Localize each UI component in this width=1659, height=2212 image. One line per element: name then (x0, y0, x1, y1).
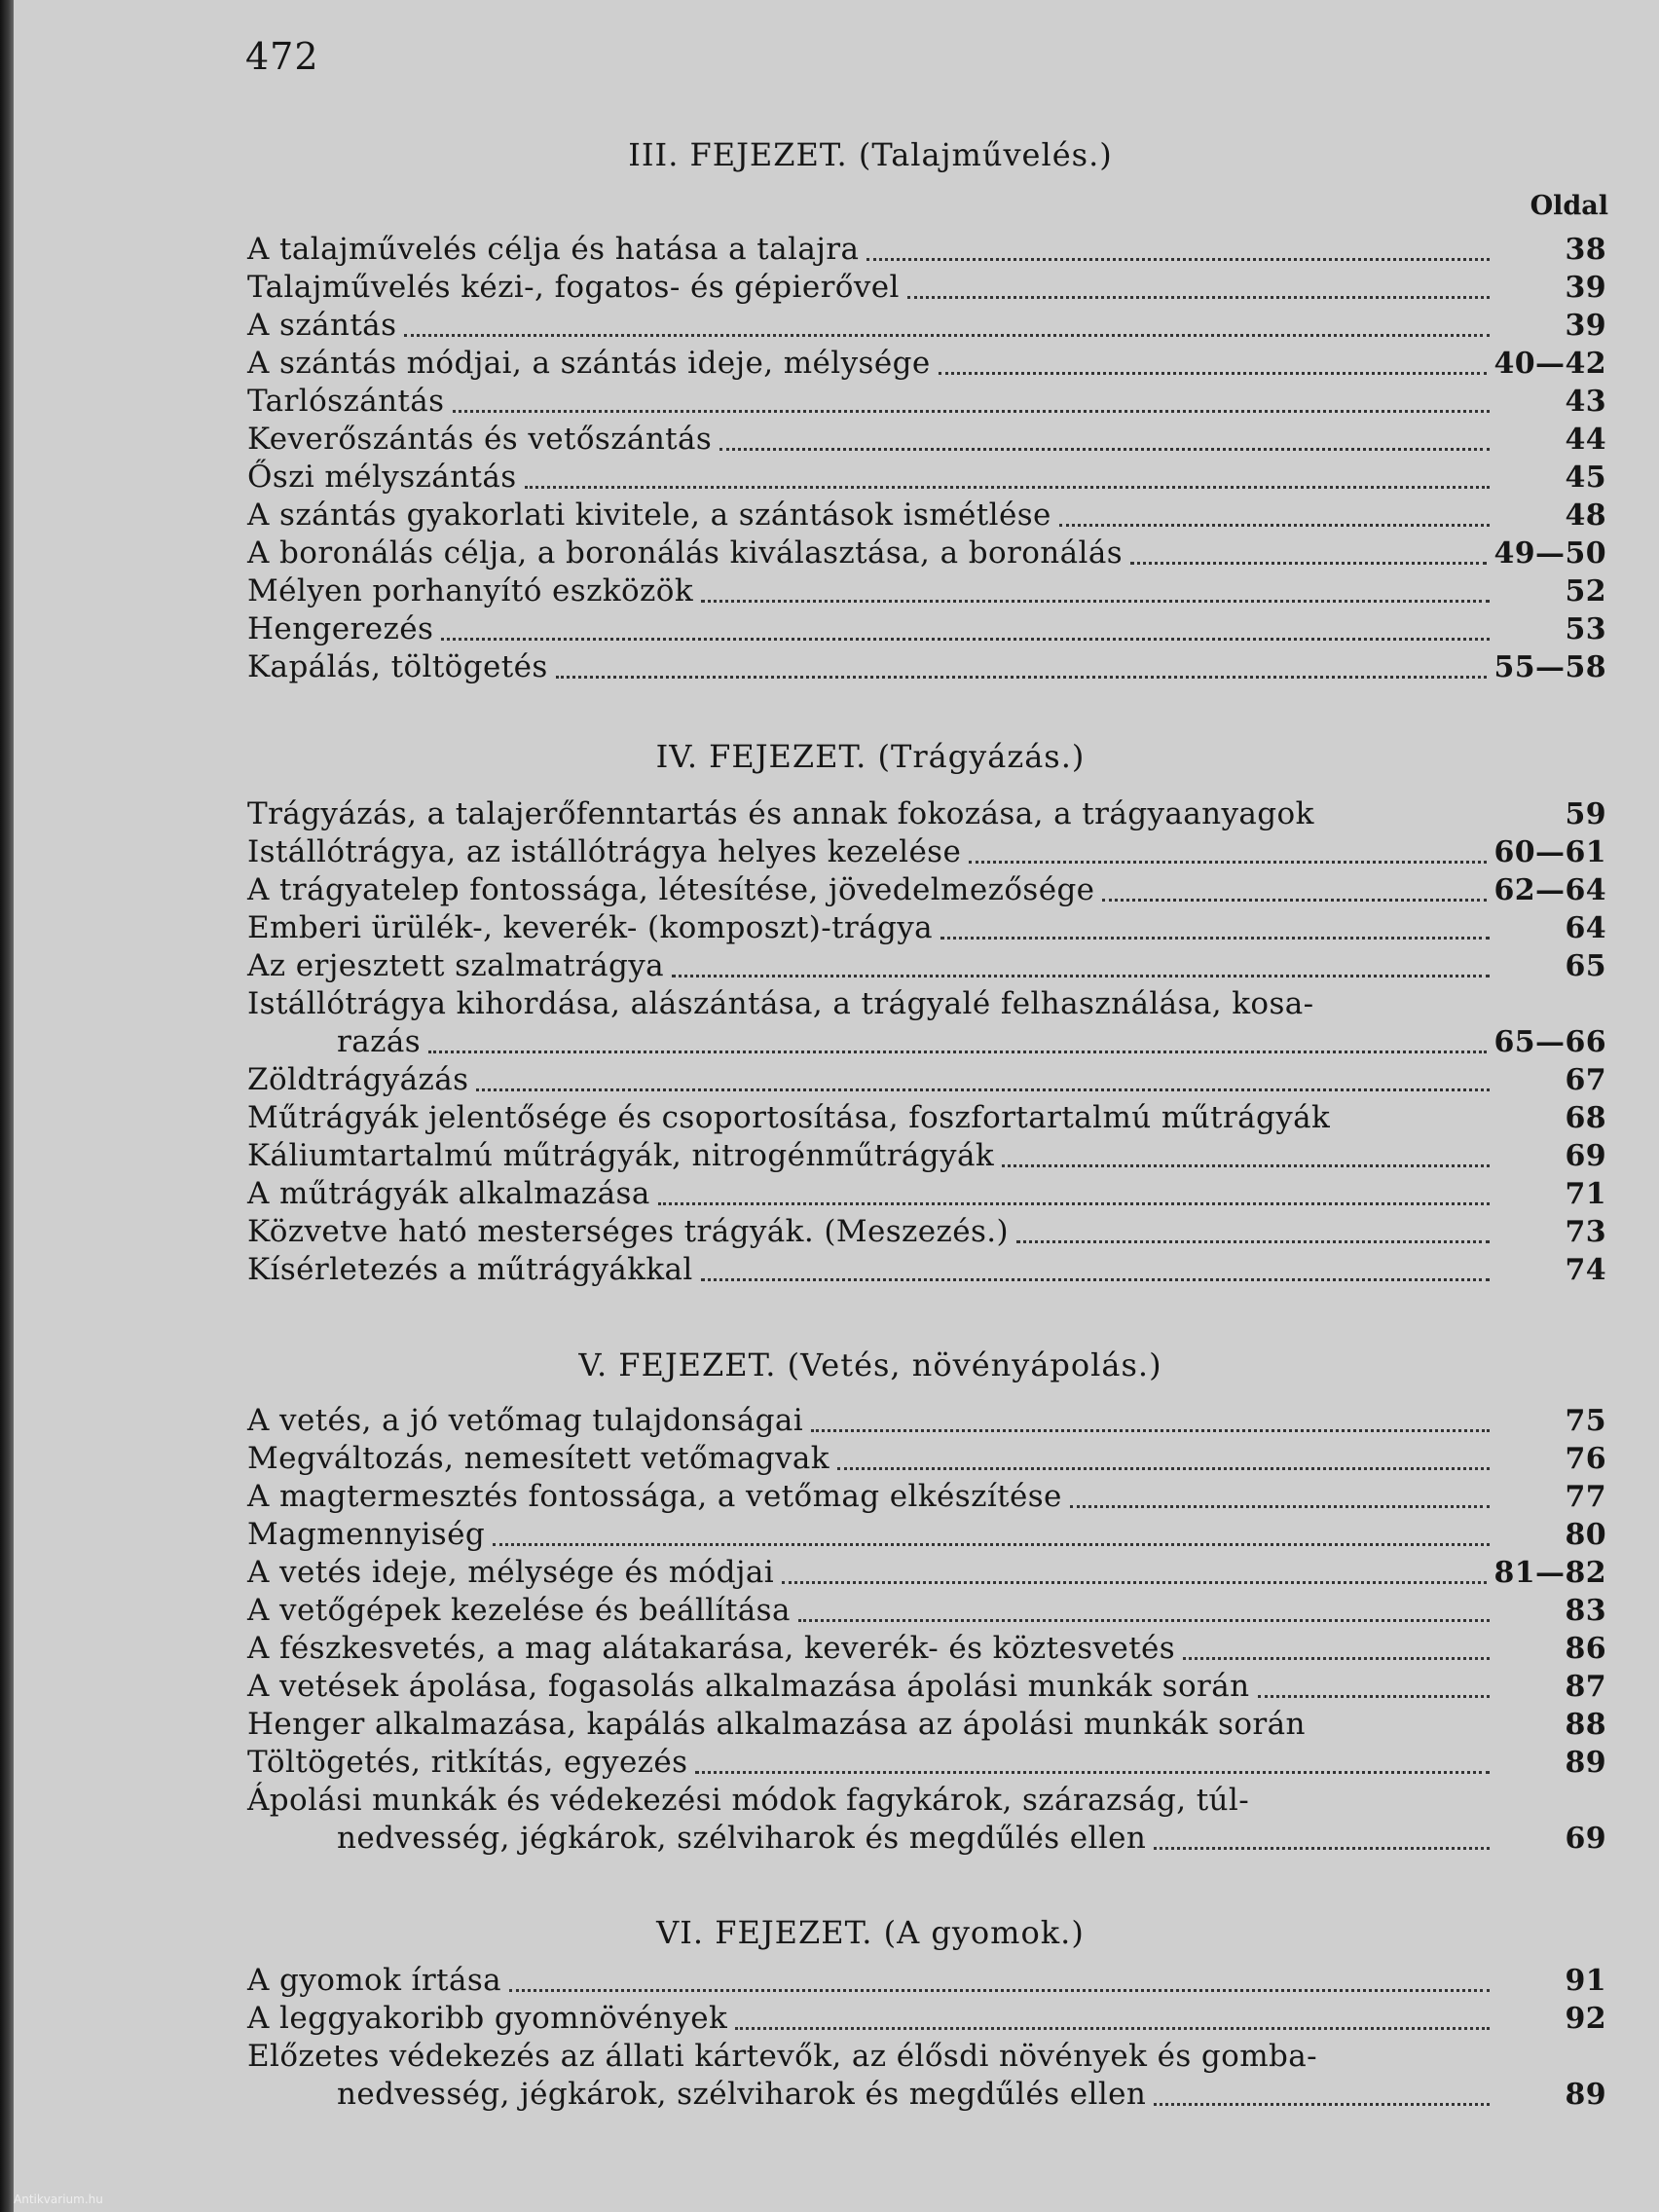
toc-entry (247, 834, 1606, 872)
toc-entry-title-continuation: razás (337, 1024, 422, 1059)
dot-leader (866, 258, 1490, 261)
toc-entry (247, 573, 1606, 611)
toc-entry-page: 39 (1565, 309, 1606, 343)
toc-entry-page: 52 (1565, 574, 1606, 608)
toc-entry (247, 986, 1606, 1024)
toc-entry (247, 1062, 1606, 1100)
toc-entry-title: A vetőgépek kezelése és beállítása (247, 1593, 791, 1628)
toc-entry-page: 92 (1565, 2002, 1606, 2036)
toc-entry-title: Kapálás, töltögetés (247, 649, 548, 684)
toc-entry (247, 384, 1606, 422)
toc-entry (247, 1669, 1606, 1707)
dot-leader (1154, 1847, 1490, 1850)
dot-leader (509, 1989, 1490, 1992)
toc-entry-page: 49—50 (1493, 536, 1606, 571)
toc-entry-page: 44 (1565, 423, 1606, 457)
book-spine (0, 0, 14, 2212)
dot-leader (1070, 1505, 1490, 1508)
toc-entry-title: Töltögetés, ritkítás, egyezés (247, 1745, 688, 1780)
toc-entry-page: 88 (1565, 1708, 1606, 1742)
toc-entry-title: A szántás módjai, a szántás ideje, mélysége (247, 346, 931, 381)
toc-entry (247, 948, 1606, 986)
toc-entry (247, 1441, 1606, 1479)
dot-leader (1183, 1657, 1490, 1660)
toc-entry (247, 498, 1606, 535)
dot-leader (525, 486, 1490, 489)
toc-entry-title: A vetés, a jó vetőmag tulajdonságai (247, 1403, 804, 1438)
toc-entry-page: 59 (1565, 797, 1606, 831)
toc-entry (247, 1631, 1606, 1669)
toc-entry-title: Ápolási munkák és védekezési módok fagykárok, szárazság, túl- (247, 1783, 1250, 1818)
dot-leader (907, 296, 1490, 299)
toc-entry (247, 796, 1606, 834)
toc-entry-title: Káliumtartalmú műtrágyák, nitrogénműtrágyák (247, 1138, 995, 1173)
toc-entry (247, 1479, 1606, 1517)
chapter-title: VI. FEJEZET. (A gyomok.) (656, 1914, 1085, 1951)
toc-list (247, 1963, 1606, 2115)
dot-leader (1002, 1164, 1490, 1167)
dot-leader (735, 2027, 1490, 2030)
toc-entry-title: Előzetes védekezés az állati kártevők, az élősdi növények és gomba- (247, 2039, 1317, 2074)
toc-entry-title: Talajművelés kézi-, fogatos- és gépierővel (247, 270, 900, 305)
toc-entry-page: 87 (1565, 1670, 1606, 1704)
dot-leader (701, 1278, 1490, 1281)
toc-entry-page: 62—64 (1493, 873, 1606, 907)
toc-entry-title: A talajművelés célja és hatása a talajra (247, 232, 860, 267)
toc-entry-title: Istállótrágya kihordása, alászántása, a trágyalé felhasználása, kosa- (247, 986, 1314, 1021)
toc-entry-page: 83 (1565, 1594, 1606, 1628)
dot-leader (782, 1581, 1486, 1584)
toc-entry-page: 64 (1565, 911, 1606, 945)
toc-entry (247, 2039, 1606, 2077)
toc-entry-title: Megváltozás, nemesített vetőmagvak (247, 1441, 830, 1476)
toc-entry-page: 91 (1565, 1964, 1606, 1998)
toc-entry-page: 89 (1565, 2078, 1606, 2112)
page-number: 472 (245, 35, 319, 78)
toc-entry (247, 1138, 1606, 1176)
toc-entry-page: 86 (1565, 1632, 1606, 1666)
toc-entry (247, 872, 1606, 910)
dot-leader (939, 372, 1487, 375)
toc-entry-title: A leggyakoribb gyomnövények (247, 2001, 728, 2036)
dot-leader (1154, 2103, 1490, 2106)
toc-entry-title: A vetés ideje, mélysége és módjai (247, 1555, 775, 1590)
toc-entry (247, 1214, 1606, 1252)
dot-leader (1258, 1695, 1490, 1698)
toc-list (247, 232, 1606, 687)
dot-leader (476, 1088, 1490, 1091)
toc-entry-page: 38 (1565, 233, 1606, 267)
toc-entry (247, 1100, 1606, 1138)
dot-leader (695, 1771, 1490, 1774)
dot-leader (1016, 1240, 1490, 1243)
toc-entry-title-continuation: nedvesség, jégkárok, szélviharok és megdűlés ellen (337, 2077, 1147, 2112)
dot-leader (1059, 524, 1490, 527)
toc-entry-title: Az erjesztett szalmatrágya (247, 948, 665, 983)
toc-entry-title: Emberi ürülék-, keverék- (komposzt)-trágya (247, 910, 934, 945)
toc-entry (247, 346, 1606, 384)
toc-entry (247, 1707, 1606, 1745)
toc-entry (247, 910, 1606, 948)
toc-entry (247, 1176, 1606, 1214)
toc-entry-page: 43 (1565, 385, 1606, 419)
dot-leader (1130, 562, 1486, 565)
dot-leader (1102, 899, 1486, 902)
toc-entry (247, 1963, 1606, 2001)
toc-entry-continuation (247, 1821, 1606, 1859)
toc-entry-title: A boronálás célja, a boronálás kiválasztása, a boronálás (247, 535, 1124, 571)
toc-entry-title: A magtermesztés fontossága, a vetőmag elkészítése (247, 1479, 1062, 1514)
toc-entry-continuation (247, 2077, 1606, 2115)
dot-leader (940, 937, 1490, 940)
toc-entry-title: Műtrágyák jelentősége és csoportosítása, foszfortartalmú műtrágyák (247, 1100, 1331, 1135)
toc-entry (247, 308, 1606, 346)
toc-entry-title: Magmennyiség (247, 1517, 486, 1552)
toc-entry (247, 1517, 1606, 1555)
dot-leader (701, 600, 1490, 603)
toc-entry-page: 65 (1565, 949, 1606, 983)
toc-entry-page: 53 (1565, 612, 1606, 646)
dot-leader (798, 1619, 1490, 1622)
dot-leader (719, 448, 1490, 451)
dot-leader (428, 1051, 1486, 1053)
toc-entry-title: Trágyázás, a talajerőfenntartás és annak fokozása, a trágyaanyagok (247, 796, 1314, 831)
book-page (14, 0, 1659, 2212)
dot-leader (658, 1202, 1490, 1205)
toc-entry-page: 69 (1565, 1822, 1606, 1856)
toc-entry-title: A szántás gyakorlati kivitele, a szántások ismétlése (247, 498, 1051, 533)
toc-entry-page: 71 (1565, 1177, 1606, 1211)
dot-leader (441, 638, 1490, 641)
toc-entry (247, 535, 1606, 573)
toc-entry-title: A szántás (247, 308, 397, 343)
toc-entry-title: Henger alkalmazása, kapálás alkalmazása az ápolási munkák során (247, 1707, 1306, 1742)
toc-entry-title: Mélyen porhanyító eszközök (247, 573, 694, 608)
toc-entry (247, 232, 1606, 270)
chapter-title: V. FEJEZET. (Vetés, növényápolás.) (578, 1346, 1162, 1383)
toc-entry-title: A fészkesvetés, a mag alátakarása, keverék- és köztesvetés (247, 1631, 1176, 1666)
toc-entry-page: 75 (1565, 1404, 1606, 1438)
toc-entry-title: Őszi mélyszántás (247, 460, 517, 495)
toc-entry (247, 1252, 1606, 1290)
toc-list (247, 796, 1606, 1290)
toc-entry-page: 81—82 (1493, 1556, 1606, 1590)
toc-entry (247, 270, 1606, 308)
toc-entry-page: 65—66 (1493, 1025, 1606, 1059)
dot-leader (453, 410, 1491, 413)
toc-entry (247, 1555, 1606, 1593)
toc-entry (247, 1783, 1606, 1821)
watermark: Antikvarium.hu (14, 2193, 103, 2206)
dot-leader (811, 1429, 1490, 1432)
toc-entry-page: 67 (1565, 1063, 1606, 1097)
toc-entry-page: 89 (1565, 1746, 1606, 1780)
toc-entry-page: 68 (1565, 1101, 1606, 1135)
toc-entry-title: Közvetve ható mesterséges trágyák. (Meszezés.) (247, 1214, 1010, 1249)
toc-entry-title: Keverőszántás és vetőszántás (247, 422, 713, 457)
toc-entry-title: A gyomok írtása (247, 1963, 502, 1998)
toc-entry-page: 80 (1565, 1518, 1606, 1552)
toc-entry-page: 39 (1565, 271, 1606, 305)
toc-entry-page: 76 (1565, 1442, 1606, 1476)
toc-entry-page: 73 (1565, 1215, 1606, 1249)
toc-entry (247, 1593, 1606, 1631)
toc-list (247, 1403, 1606, 1859)
toc-entry (247, 1745, 1606, 1783)
dot-leader (404, 334, 1490, 337)
toc-entry-title: Tarlószántás (247, 384, 445, 419)
toc-entry-page: 55—58 (1493, 650, 1606, 684)
toc-entry-continuation (247, 1024, 1606, 1062)
toc-entry-title: A műtrágyák alkalmazása (247, 1176, 650, 1211)
dot-leader (556, 676, 1487, 679)
toc-entry-page: 60—61 (1493, 835, 1606, 869)
toc-entry-page: 69 (1565, 1139, 1606, 1173)
dot-leader (672, 975, 1490, 977)
toc-entry-page: 74 (1565, 1253, 1606, 1287)
toc-entry-title: Kísérletezés a műtrágyákkal (247, 1252, 693, 1287)
toc-entry (247, 1403, 1606, 1441)
page-column-header: Oldal (1530, 191, 1608, 221)
toc-entry-page: 45 (1565, 461, 1606, 495)
toc-entry-page: 40—42 (1493, 347, 1606, 381)
toc-entry (247, 2001, 1606, 2039)
dot-leader (493, 1543, 1490, 1546)
toc-entry-title: Hengerezés (247, 611, 434, 646)
toc-entry-title: A vetések ápolása, fogasolás alkalmazása ápolási munkák során (247, 1669, 1250, 1704)
toc-entry (247, 611, 1606, 649)
toc-entry-page: 77 (1565, 1480, 1606, 1514)
toc-entry-page: 48 (1565, 498, 1606, 533)
toc-entry (247, 460, 1606, 498)
toc-entry-title-continuation: nedvesség, jégkárok, szélviharok és megdűlés ellen (337, 1821, 1147, 1856)
dot-leader (837, 1467, 1490, 1470)
chapter-title: IV. FEJEZET. (Trágyázás.) (655, 738, 1086, 775)
toc-entry (247, 422, 1606, 460)
toc-entry (247, 649, 1606, 687)
toc-entry-title: Istállótrágya, az istállótrágya helyes kezelése (247, 834, 962, 869)
dot-leader (969, 861, 1486, 864)
chapter-title: III. FEJEZET. (Talajművelés.) (628, 136, 1113, 173)
toc-entry-title: Zöldtrágyázás (247, 1062, 469, 1097)
toc-entry-title: A trágyatelep fontossága, létesítése, jövedelmezősége (247, 872, 1095, 907)
